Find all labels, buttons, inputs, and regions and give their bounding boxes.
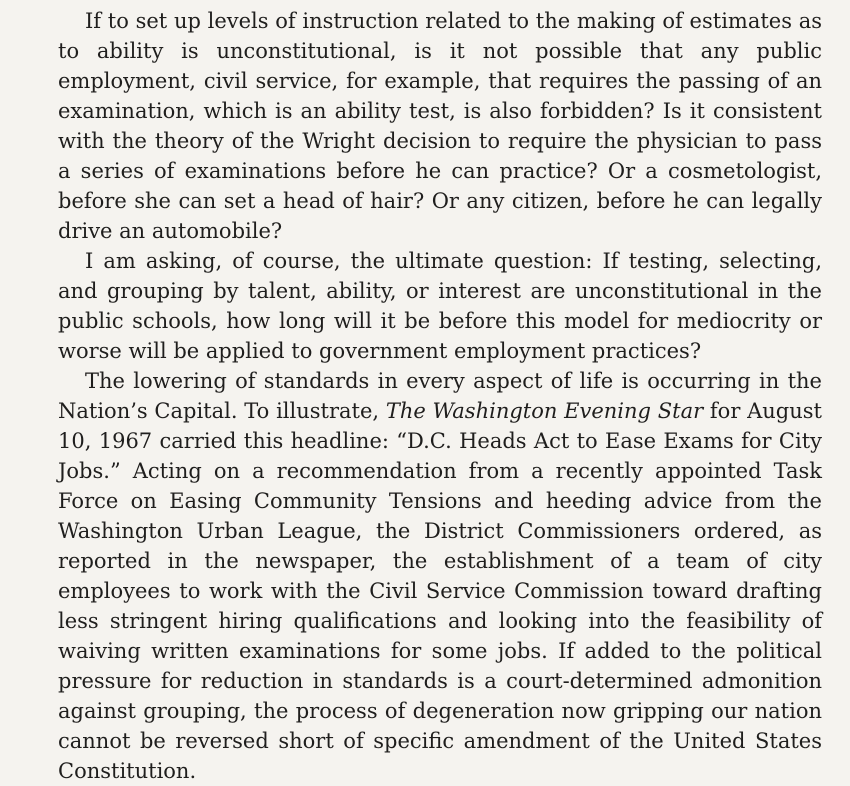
- paragraph-3-text-before: The lowering of standards in every aspect of life is occurring in the Nation’s Capital. To illustrate,: [58, 369, 822, 423]
- paragraph-2: [58, 246, 822, 366]
- paragraph-2-text: I am asking, of course, the ultimate question: If testing, selecting, and grouping by talent, ability, or interest are unconstitutional in the public schools, how long will it be before this model for mediocrity or worse will be applied to government employment practices?: [58, 249, 822, 363]
- body-text: [58, 0, 822, 786]
- paragraph-1: [58, 6, 822, 246]
- cut-off-top-line: [58, 0, 822, 6]
- paragraph-3-text-after: for August 10, 1967 carried this headline: “D.C. Heads Act to Ease Exams for City Jobs.” Acting on a recommendation from a recently appointed Task Force on Easing Community Tensions and heeding advice from the Washington Urban League, the District Commissioners ordered, as reported in the newspaper, the establishment of a team of city employees to work with the Civil Service Commission toward drafting less stringent hiring qualifications and looking into the feasibility of waiving written examinations for some jobs. If added to the political pressure for reduction in standards is a court-determined admonition against grouping, the process of degeneration now gripping our nation cannot be reversed short of specific amendment of the United States Constitution.: [58, 399, 822, 783]
- paragraph-3: [58, 366, 822, 786]
- paragraph-1-text: If to set up levels of instruction related to the making of estimates as to ability is unconstitutional, is it not possible that any public employment, civil service, for example, that requires the passing of an examination, which is an ability test, is also forbidden? Is it consistent with the theory of the Wright decision to require the physician to pass a series of examinations before he can practice? Or a cosmetologist, before she can set a head of hair? Or any citizen, before he can legally drive an automobile?: [58, 9, 822, 243]
- newspaper-title: The Washington Evening Star: [385, 399, 704, 423]
